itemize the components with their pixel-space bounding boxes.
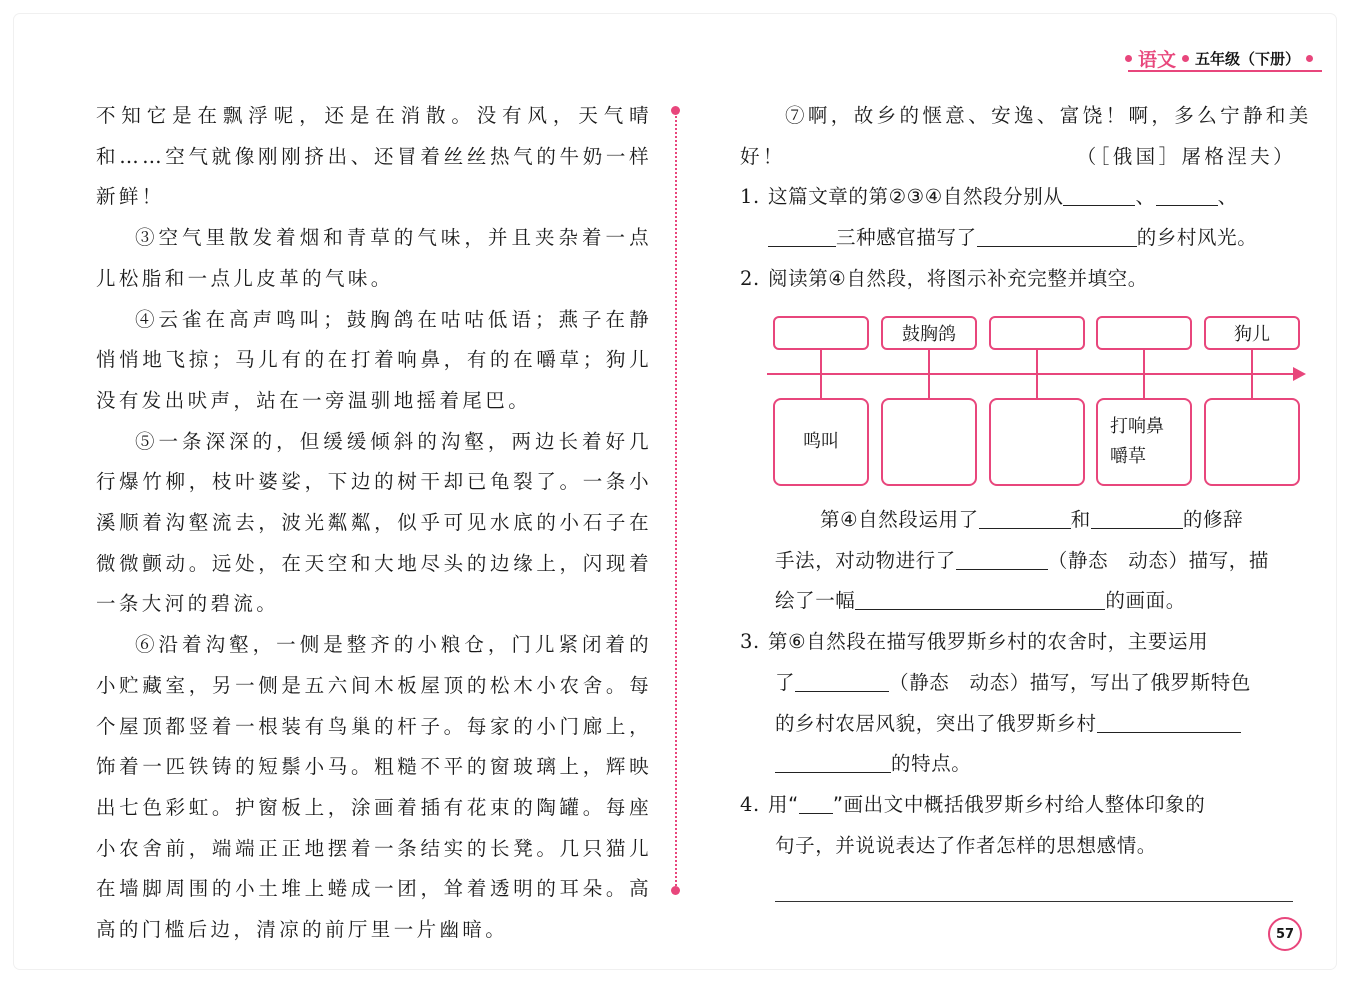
question-1-cont: [740, 218, 1296, 259]
question-text: 用“: [768, 792, 799, 816]
answer-blank[interactable]: [956, 546, 1048, 570]
passage-text: 好！: [740, 144, 786, 168]
question-3: [740, 622, 1296, 663]
question-number: 2.: [740, 266, 760, 290]
underline-sample: [799, 790, 833, 814]
column-divider: [675, 108, 677, 890]
question-text: 的画面。: [1105, 589, 1186, 613]
connector-line: [1143, 350, 1145, 398]
action-box[interactable]: [1096, 398, 1192, 486]
exercise-column-lower: [740, 500, 1296, 866]
answer-blank[interactable]: [795, 668, 889, 692]
timeline-arrow: [767, 373, 1297, 375]
question-text: 第⑥自然段在描写俄罗斯乡村的农舍时，主要运用: [768, 630, 1209, 654]
question-text: 、: [1217, 185, 1238, 209]
arrow-head-icon: [1293, 367, 1306, 381]
question-text: 手法，对动物进行了: [775, 548, 956, 572]
connector-line: [1036, 350, 1038, 398]
question-text: （静态 动态）描写，描: [1047, 548, 1270, 572]
question-1: [740, 177, 1296, 218]
divider-dot-icon: [671, 886, 680, 895]
answer-blank[interactable]: [768, 223, 836, 247]
passage-paragraph: ⑦啊，故乡的惬意、安逸、富饶！啊，多么宁静和美: [785, 104, 1312, 127]
question-2-fill: [740, 581, 1296, 622]
question-text: 了: [775, 670, 796, 694]
page-header: [1125, 44, 1313, 72]
timeline-diagram: [767, 312, 1312, 492]
question-2-fill: [740, 541, 1296, 582]
question-text: 这篇文章的第②③④自然段分别从: [768, 185, 1064, 209]
reading-passage: [96, 96, 652, 951]
passage-paragraph: ④云雀在高声鸣叫；鼓胸鸽在咕咕低语；燕子在静悄悄地飞掠；马儿有的在打着响鼻，有的在嚼草；狗儿没有发出吠声，站在一旁温驯地摇着尾巴。: [96, 307, 652, 412]
page-number: 57: [1268, 917, 1302, 951]
action-text: 嚼草: [1110, 446, 1146, 467]
question-2: [740, 259, 1296, 300]
answer-blank[interactable]: [1091, 505, 1183, 529]
question-text: 三种感官描写了: [836, 226, 977, 250]
question-2-fill: [740, 500, 1296, 541]
passage-paragraph: ⑥沿着沟壑，一侧是整齐的小粮仓，门儿紧闭着的小贮藏室，另一侧是五六间木板屋顶的松木小农舍。每个屋顶都竖着一根装有鸟巢的杆子。每家的小门廊上，饰着一匹铁铸的短鬃小马。粗糙不平的窗玻璃上，辉映出七色彩虹。护窗板上，涂画着插有花束的陶罐。每座小农舍前，端端正正地摆着一条结实的长凳。几只猫儿在墙脚周围的小土堆上蜷成一团，耸着透明的耳朵。高高的门槛后边，清凉的前厅里一片幽暗。: [96, 633, 652, 942]
animal-box[interactable]: [1096, 316, 1192, 350]
action-text: 打响鼻: [1110, 416, 1164, 437]
passage-paragraph: ⑤一条深深的，但缓缓倾斜的沟壑，两边长着好几行爆竹柳，枝叶婆娑，下边的树干却已龟裂了。一条小溪顺着沟壑流去，波光粼粼，似乎可见水底的小石子在微微颤动。远处，在天空和大地尽头的边缘上，闪现着一条大河的碧流。: [96, 429, 652, 616]
header-dot-icon: [1125, 55, 1132, 62]
answer-blank[interactable]: [1097, 709, 1241, 733]
question-4: [740, 785, 1296, 826]
question-text: 绘了一幅: [775, 589, 856, 613]
header-grade: 五年级（下册）: [1195, 49, 1301, 68]
answer-blank[interactable]: [1156, 182, 1218, 206]
action-box[interactable]: [881, 398, 977, 486]
animal-box[interactable]: [989, 316, 1085, 350]
question-text: 、: [1135, 185, 1156, 209]
answer-blank[interactable]: [775, 749, 891, 773]
connector-line: [820, 350, 822, 398]
question-text: 的特点。: [891, 752, 972, 776]
divider-dot-icon: [671, 106, 680, 115]
answer-blank[interactable]: [1063, 182, 1135, 206]
question-text: 句子，并说说表达了作者怎样的思想感情。: [775, 833, 1157, 857]
answer-blank[interactable]: [855, 586, 1105, 610]
header-dot-icon: [1182, 55, 1189, 62]
animal-box[interactable]: 狗儿: [1204, 316, 1300, 350]
question-3-cont: [740, 704, 1296, 745]
action-box[interactable]: [989, 398, 1085, 486]
animal-box[interactable]: [773, 316, 869, 350]
question-3-cont: [740, 744, 1296, 785]
action-box[interactable]: [773, 398, 869, 486]
animal-box[interactable]: 鼓胸鸽: [881, 316, 977, 350]
question-text: 的乡村风光。: [1136, 226, 1258, 250]
passage-paragraph: 不知它是在飘浮呢，还是在消散。没有风，天气晴和……空气就像刚刚挤出、还冒着丝丝热气的牛奶一样新鲜！: [96, 104, 652, 209]
question-text: 阅读第④自然段，将图示补充完整并填空。: [768, 266, 1148, 290]
passage-paragraph: ③空气里散发着烟和青草的气味，并且夹杂着一点儿松脂和一点儿皮革的气味。: [96, 226, 652, 290]
question-text: （静态 动态）描写，写出了俄罗斯特色: [889, 670, 1251, 694]
question-text: 的乡村农居风貌，突出了俄罗斯乡村: [775, 711, 1097, 735]
header-dot-icon: [1306, 55, 1313, 62]
action-text: 鸣叫: [803, 431, 839, 452]
question-text: 的修辞: [1182, 508, 1244, 531]
header-subject: 语文: [1138, 48, 1177, 71]
passage-source: （［俄国］屠格涅夫）: [1076, 144, 1296, 168]
question-number: 3.: [740, 630, 760, 654]
question-text: ”画出文中概括俄罗斯乡村给人整体印象的: [832, 792, 1206, 816]
answer-blank[interactable]: [977, 223, 1137, 247]
question-number: 1.: [740, 185, 760, 209]
question-number: 4.: [740, 792, 760, 816]
action-box[interactable]: [1204, 398, 1300, 486]
question-text: 和: [1070, 508, 1091, 531]
question-3-cont: [740, 663, 1296, 704]
header-underline: [1128, 70, 1322, 72]
connector-line: [928, 350, 930, 398]
answer-blank[interactable]: [979, 505, 1071, 529]
passage-ending: [740, 137, 1296, 178]
connector-line: [1251, 350, 1253, 398]
exercise-column: [740, 96, 1312, 300]
question-text: 第④自然段运用了: [820, 508, 979, 531]
question-4-cont: [740, 826, 1296, 867]
answer-line[interactable]: [775, 901, 1293, 902]
